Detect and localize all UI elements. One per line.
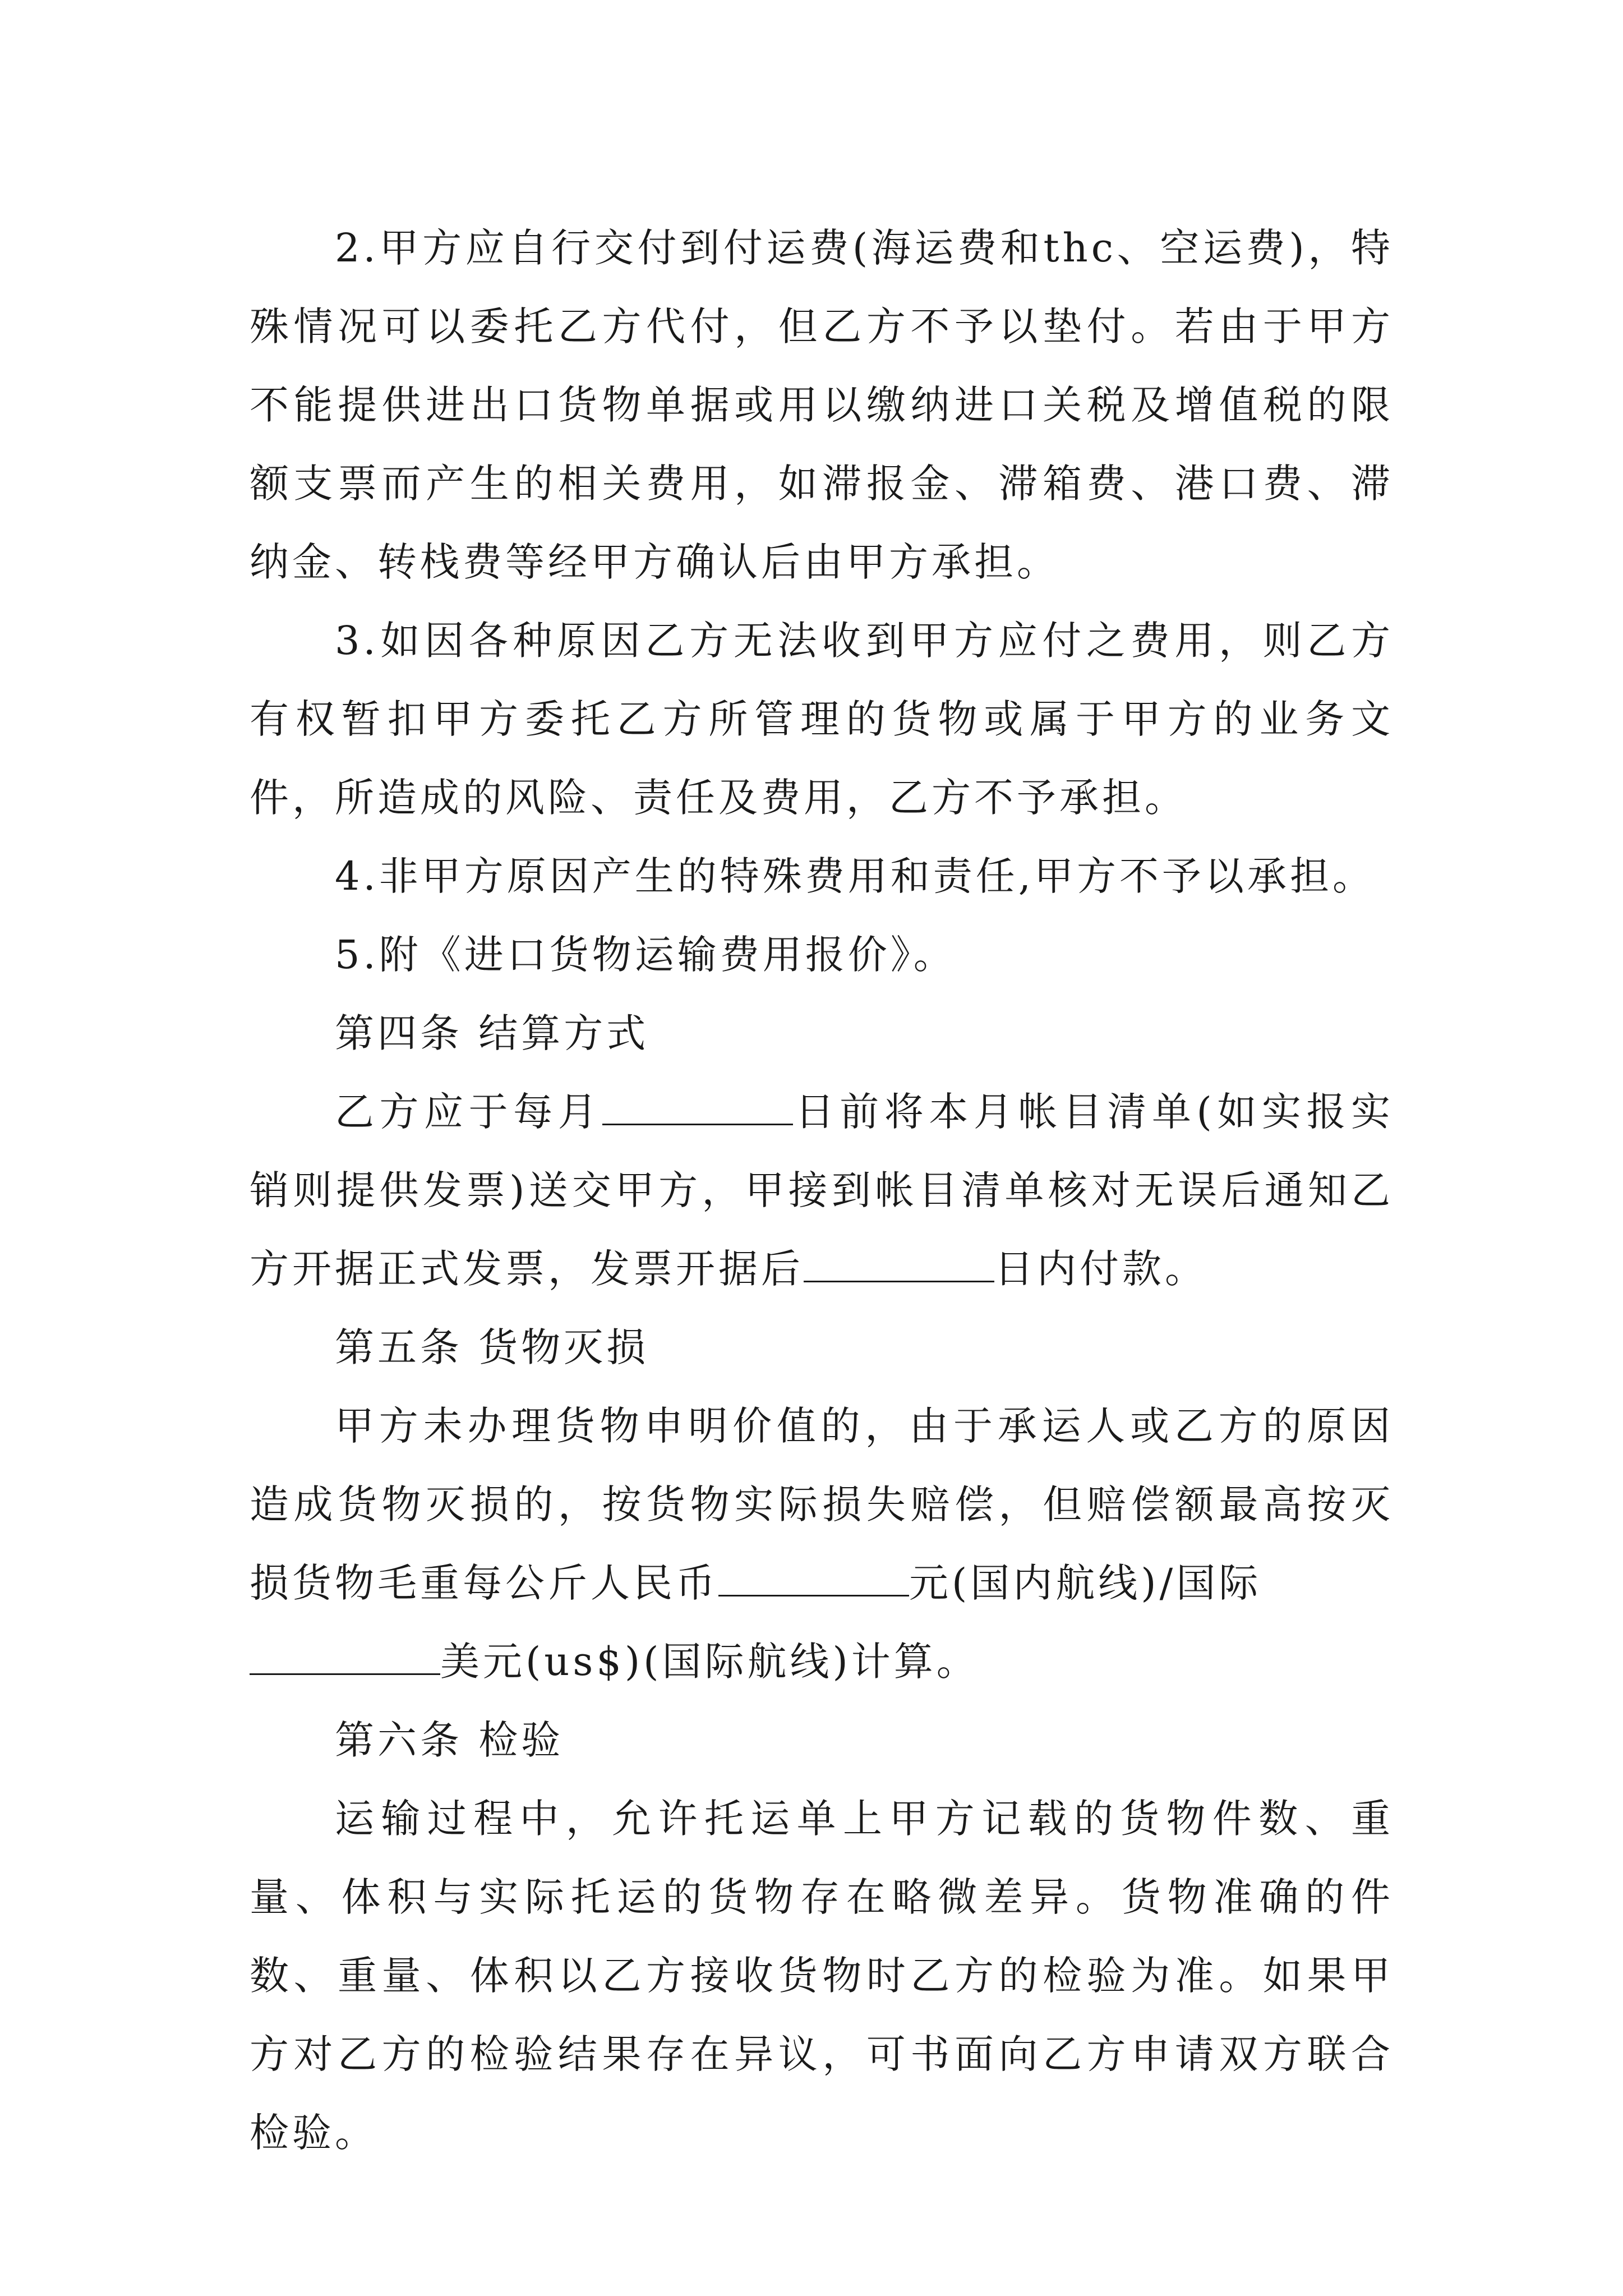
article-5-text-a: 甲方未办理货物申明价值的，由于承运人或乙方的原因造成货物灭损的，按货物实际损失赔偿，但赔偿额最高按灭损货物毛重每公斤人民币 [250,1403,1394,1606]
fill-in-blank-payment-days [804,1246,994,1282]
article-5-heading: 第五条 货物灭损 [335,1324,649,1370]
article-5-text-b: 元(国内航线)/国际 [909,1560,1262,1606]
fill-in-blank-day [602,1089,793,1125]
article-5-paragraph-cont [250,1622,1394,1701]
document-body [250,209,1394,2172]
article-4-text-a: 乙方应于每月 [335,1089,603,1135]
clause-5-paragraph: 5.附《进口货物运输费用报价》。 [335,932,956,978]
article-4-text-b: 日前将本月帐目清单(如实报实销则提供发票)送交甲方，甲接到帐目清单核对无误后通知乙方开据正式发票，发票开据后 [250,1089,1394,1292]
article-4-heading: 第四条 结算方式 [335,1010,649,1056]
clause-3-paragraph: 3.如因各种原因乙方无法收到甲方应付之费用，则乙方有权暂扣甲方委托乙方所管理的货物或属于甲方的业务文件，所造成的风险、责任及费用，乙方不予承担。 [250,618,1394,821]
article-5-text-c: 美元(us$)(国际航线)计算。 [440,1639,979,1685]
article-6-heading: 第六条 检验 [335,1717,564,1763]
article-4-text-c: 日内付款。 [994,1246,1207,1292]
clause-2-paragraph: 2.甲方应自行交付到付运费(海运费和thc、空运费)，特殊情况可以委托乙方代付，但乙方不予以垫付。若由于甲方不能提供进出口货物单据或用以缴纳进口关税及增值税的限额支票而产生的相关费用，如滞报金、滞箱费、港口费、滞纳金、转栈费等经甲方确认后由甲方承担。 [250,225,1394,585]
article-5-paragraph [250,1387,1394,1622]
fill-in-blank-rmb [718,1560,909,1596]
article-4-paragraph [250,1073,1394,1308]
fill-in-blank-usd [250,1639,440,1675]
clause-4-paragraph: 4.非甲方原因产生的特殊费用和责任,甲方不予以承担。 [335,853,1376,899]
article-6-paragraph: 运输过程中，允许托运单上甲方记载的货物件数、重量、体积与实际托运的货物存在略微差异。货物准确的件数、重量、体积以乙方接收货物时乙方的检验为准。如果甲方对乙方的检验结果存在异议，可书面向乙方申请双方联合检验。 [250,1796,1394,2156]
